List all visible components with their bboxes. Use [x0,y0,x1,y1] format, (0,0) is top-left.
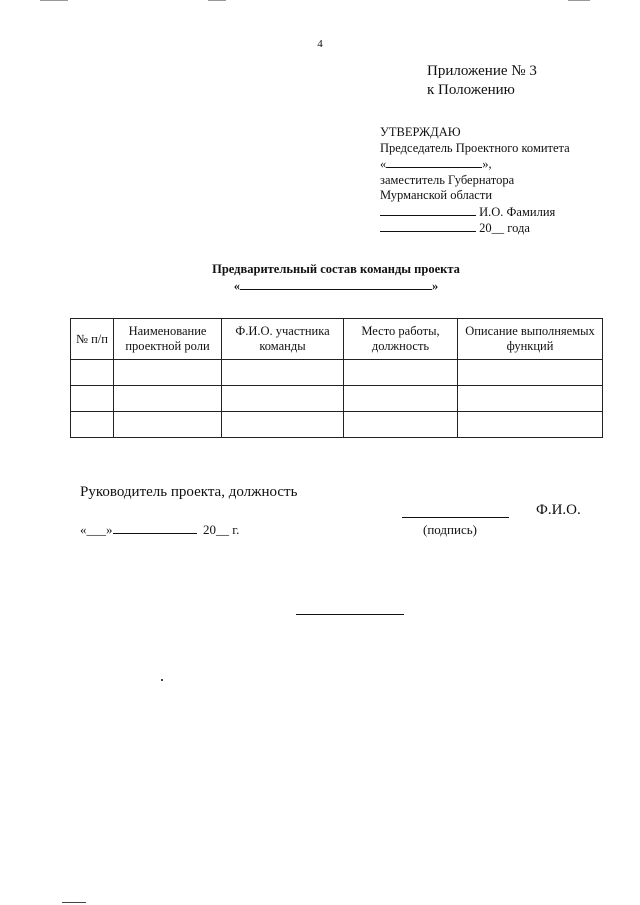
table-cell [458,412,603,438]
column-header-workplace: Место работы, должность [344,319,458,360]
quote-close: », [482,157,492,171]
date-day: «___» [80,522,113,537]
project-name-line [0,278,640,295]
column-header-name: Ф.И.О. участника команды [222,319,344,360]
table-cell [71,412,114,438]
appendix-reference: к Положению [427,82,515,98]
table-cell [222,360,344,386]
table-cell [222,412,344,438]
closing-rule [296,614,404,615]
table-cell [114,412,222,438]
column-header-functions: Описание выполняемых функций [458,319,603,360]
scan-mark [62,902,86,903]
committee-blank [386,156,482,168]
table-cell [222,386,344,412]
table-cell [114,360,222,386]
table-row [71,360,603,386]
column-header-number: № п/п [71,319,114,360]
approval-deputy: заместитель Губернатора [380,172,515,187]
document-title: Предварительный состав команды проекта [212,262,460,276]
table-cell [71,360,114,386]
approval-position: Председатель Проектного комитета [380,140,570,155]
scan-mark [40,0,68,1]
table-cell [344,360,458,386]
heading-block [0,261,640,295]
approval-region: Мурманской области [380,188,493,202]
project-manager-label: Руководитель проекта, должность [80,484,298,500]
scan-mark [568,0,590,1]
table-cell [71,386,114,412]
quote-open: « [380,157,387,171]
signature-caption: (подпись) [423,522,477,537]
quote-open: « [233,279,240,293]
date-blank [380,220,476,232]
table-cell [344,412,458,438]
approval-year: 20__ года [479,221,530,235]
approver-name: И.О. Фамилия [479,204,556,219]
approval-signature-line [380,204,570,221]
quote-close: » [432,279,439,293]
column-header-role: Наименование проектной роли [114,319,222,360]
table-row [71,386,603,412]
signature-line [402,517,509,518]
project-name-blank [240,278,432,290]
date-year: 20__ г. [203,522,240,537]
manager-name-label: Ф.И.О. [536,502,581,518]
appendix-block [427,62,537,100]
scan-mark [208,0,226,1]
date-month-blank [113,522,197,534]
signature-blank [380,204,476,216]
table-cell [344,386,458,412]
page-number: 4 [317,38,323,50]
approval-title: УТВЕРЖДАЮ [380,125,461,139]
team-table [70,318,603,438]
table-cell [458,386,603,412]
table-cell [114,386,222,412]
table-header-row [71,319,603,360]
footer-date-line [80,522,239,538]
table-cell [458,360,603,386]
table-row [71,412,603,438]
approval-block [380,125,570,237]
approval-committee-line [380,156,570,173]
approval-date-line [380,220,570,237]
scan-dot [161,679,163,681]
appendix-number: Приложение № 3 [427,63,537,79]
